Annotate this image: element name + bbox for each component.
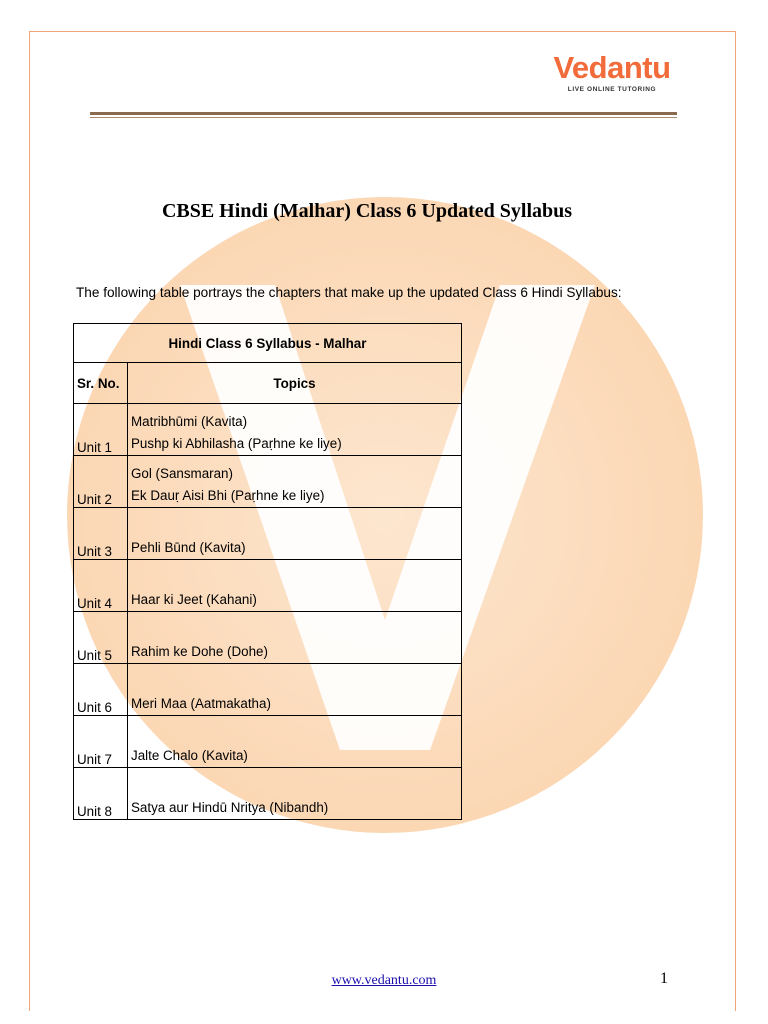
vedantu-website-link[interactable]: www.vedantu.com xyxy=(331,973,437,988)
topic-cell xyxy=(128,716,462,768)
topic-line: Meri Maa (Aatmakatha) xyxy=(131,696,271,711)
topic-line: Pushp ki Abhilasha (Paṛhne ke liye) xyxy=(131,436,342,451)
topic-line: Ek Dauṛ Aisi Bhi (Paṛhne ke liye) xyxy=(131,488,325,503)
table-row xyxy=(74,404,462,456)
logo-tagline: LIVE ONLINE TUTORING xyxy=(567,86,657,93)
topic-cell xyxy=(128,560,462,612)
topic-cell xyxy=(128,664,462,716)
page-number: 1 xyxy=(660,970,668,987)
unit-cell: Unit 7 xyxy=(74,716,128,768)
topic-line: Haar ki Jeet (Kahani) xyxy=(131,592,257,607)
unit-cell: Unit 5 xyxy=(74,612,128,664)
unit-cell: Unit 3 xyxy=(74,508,128,560)
topic-cell xyxy=(128,404,462,456)
logo-wordmark: Vedantu xyxy=(553,50,671,85)
topic-line: Pehli Būnd (Kavita) xyxy=(131,540,246,555)
topic-line: Matribhūmi (Kavita) xyxy=(131,414,248,429)
column-header-topics: Topics xyxy=(128,363,462,404)
table-header-row xyxy=(74,363,462,404)
table-row xyxy=(74,716,462,768)
table-caption: Hindi Class 6 Syllabus - Malhar xyxy=(74,324,462,363)
footer-link-container xyxy=(0,973,768,989)
unit-cell: Unit 2 xyxy=(74,456,128,508)
topic-line: Jalte Chalo (Kavita) xyxy=(131,748,248,763)
column-header-sr-no: Sr. No. xyxy=(74,363,128,404)
topic-line: Rahim ke Dohe (Dohe) xyxy=(131,644,268,659)
header-rule xyxy=(90,112,677,115)
table-row xyxy=(74,560,462,612)
topic-line: Satya aur Hindū Nritya (Nibandh) xyxy=(131,800,329,815)
intro-text: The following table portrays the chapters that make up the updated Class 6 Hindi Syllabus: xyxy=(76,285,622,300)
topic-cell xyxy=(128,456,462,508)
syllabus-table xyxy=(73,323,462,820)
table-row xyxy=(74,456,462,508)
header-rule-thin xyxy=(90,117,677,118)
page-title: CBSE Hindi (Malhar) Class 6 Updated Syllabus xyxy=(161,200,573,222)
table-row xyxy=(74,612,462,664)
unit-cell: Unit 8 xyxy=(74,768,128,820)
table-row xyxy=(74,664,462,716)
vedantu-logo xyxy=(552,50,672,93)
table-caption-row xyxy=(74,324,462,363)
unit-cell: Unit 6 xyxy=(74,664,128,716)
topic-cell xyxy=(128,508,462,560)
topic-cell xyxy=(128,768,462,820)
unit-cell: Unit 1 xyxy=(74,404,128,456)
unit-cell: Unit 4 xyxy=(74,560,128,612)
topic-cell xyxy=(128,612,462,664)
topic-line: Gol (Sansmaran) xyxy=(131,466,233,481)
table-row xyxy=(74,768,462,820)
table-row xyxy=(74,508,462,560)
